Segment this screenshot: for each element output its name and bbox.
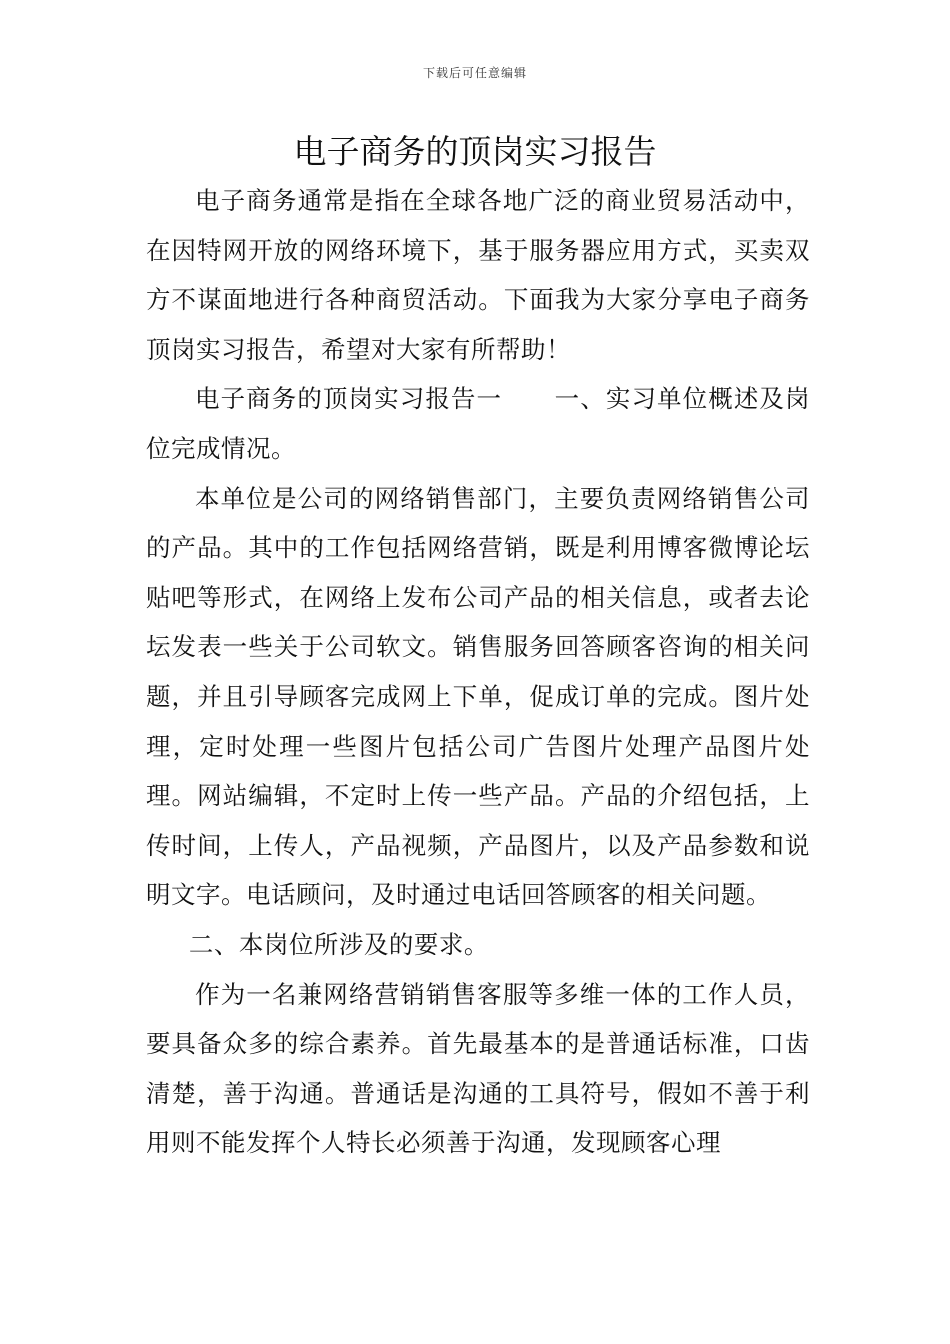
report-label: 电子商务的顶岗实习报告一 (195, 384, 503, 414)
document-title: 电子商务的顶岗实习报告 (293, 132, 657, 171)
intro-paragraph: 电子商务通常是指在全球各地广泛的商业贸易活动中，在因特网开放的网络环境下，基于服务器应用方式，买卖双方不谋面地进行各种商贸活动。下面我为大家分享电子商务顶岗实习报告，希望对大家有所帮助！ (146, 186, 810, 364)
requirements-paragraph: 作为一名兼网络营销销售客服等多维一体的工作人员，要具备众多的综合素养。首先最基本的是普通话标准，口齿清楚，善于沟通。普通话是沟通的工具符号，假如不善于利用则不能发挥个人特长必须善于沟通，发现顾客心理 (146, 979, 810, 1158)
section-two-heading: 二、本岗位所涉及的要求。 (188, 929, 489, 959)
unit-overview-paragraph: 本单位是公司的网络销售部门，主要负责网络销售公司的产品。其中的工作包括网络营销，既是利用博客微博论坛贴吧等形式，在网络上发布公司产品的相关信息，或者去论坛发表一些关于公司软文。销售服务回答顾客咨询的相关问题，并且引导顾客完成网上下单，促成订单的完成。图片处理，定时处理一些图片包括公司广告图片处理产品图片处理。网站编辑，不定时上传一些产品。产品的介绍包括，上传时间，上传人，产品视频，产品图片，以及产品参数和说明文字。电话顾问，及时通过电话回答顾客的相关问题。 (146, 483, 810, 910)
section-one-heading (146, 374, 810, 473)
section-one-title: 一、实习单位概述及岗位完成情况。 (146, 384, 811, 463)
header-note: 下载后可任意编辑 (422, 66, 527, 80)
document-body (146, 176, 810, 1168)
